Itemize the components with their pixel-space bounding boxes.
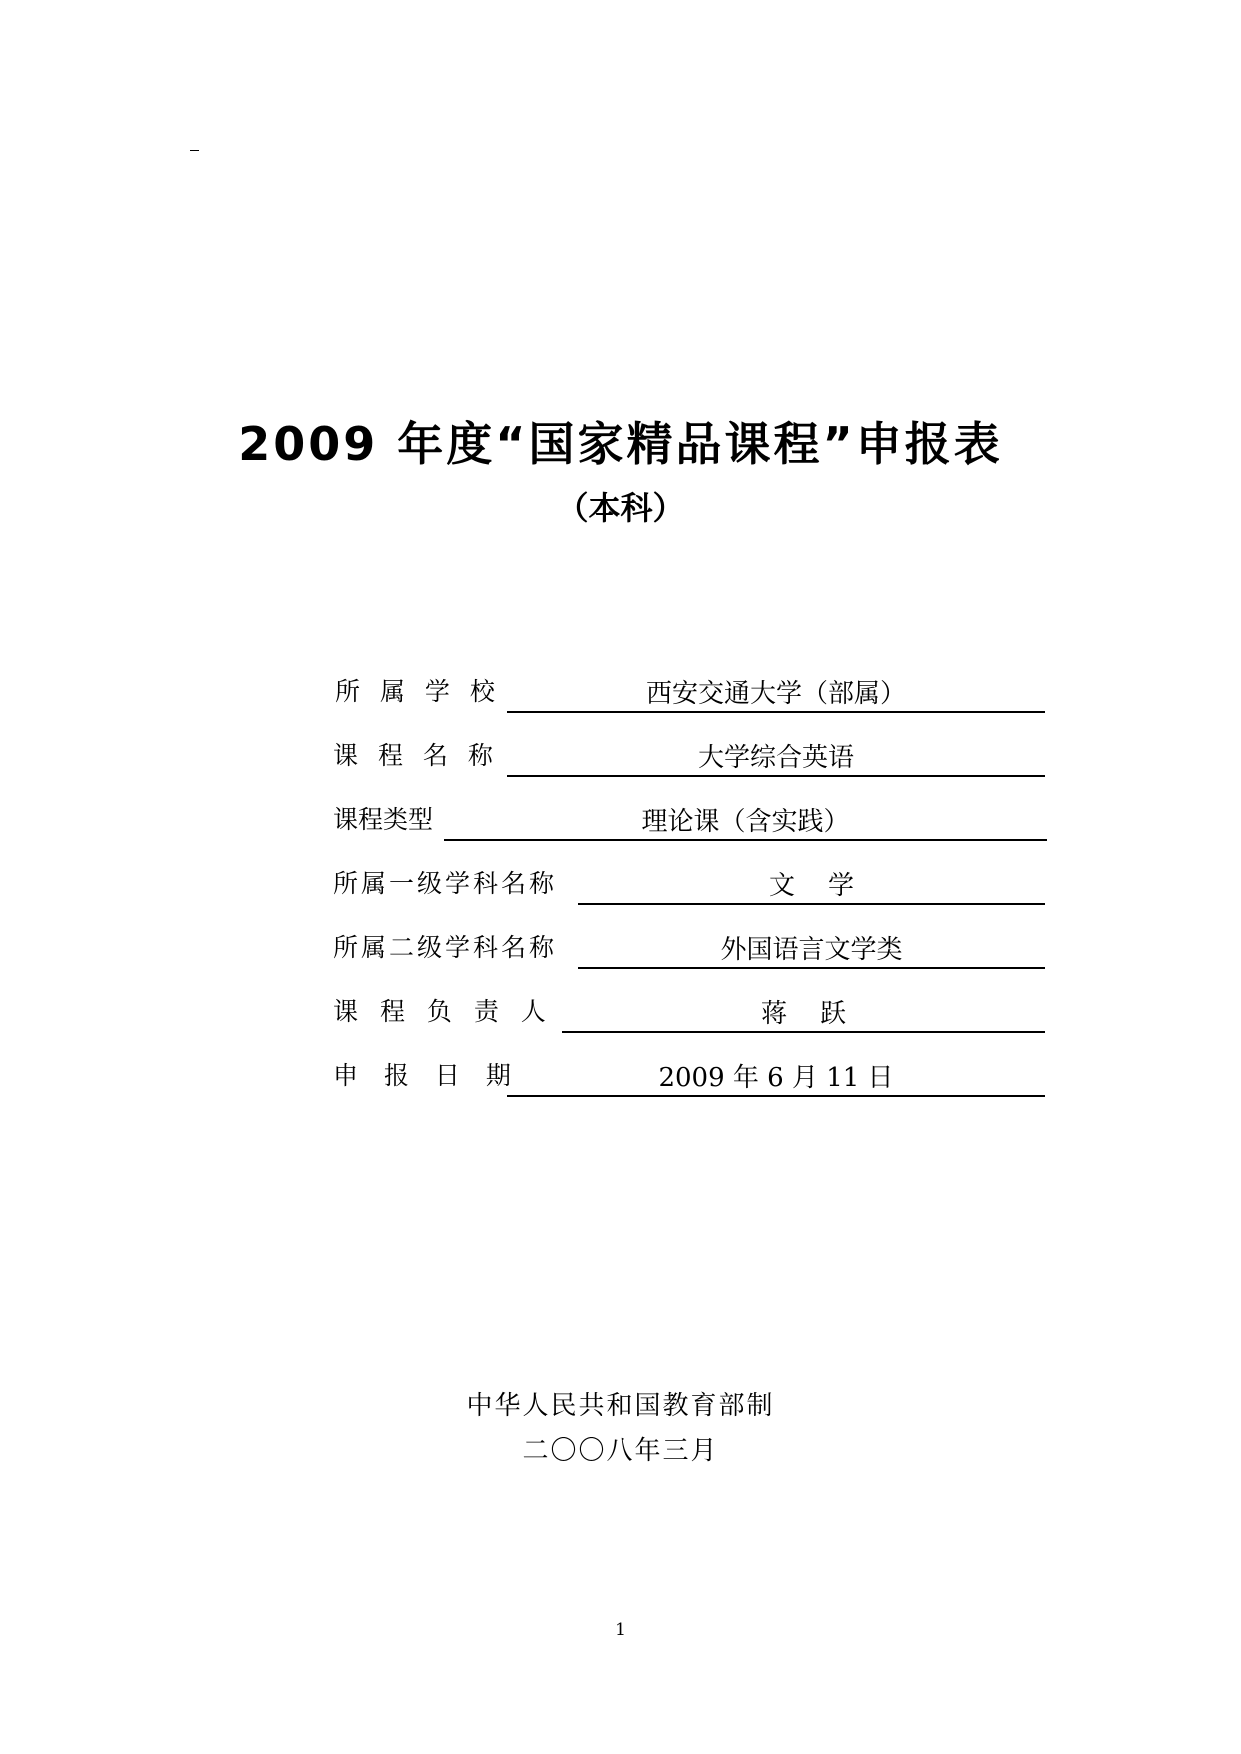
field-value: 2009 年 6 月 11 日	[507, 1061, 1045, 1097]
field-label: 课 程 名 称	[333, 741, 499, 770]
document-title: 2009 年度“国家精品课程”申报表	[238, 417, 1003, 471]
page-number: 1	[615, 1620, 626, 1640]
field-row-apply-date	[333, 1058, 1045, 1098]
field-label: 所 属 学 校	[335, 677, 501, 706]
field-label: 课程类型	[333, 805, 434, 834]
field-value: 文 学	[578, 869, 1045, 905]
field-value: 西安交通大学（部属）	[507, 677, 1045, 713]
footer-issuer: 中华人民共和国教育部制	[466, 1391, 775, 1421]
field-row-primary-discipline	[333, 866, 1045, 906]
document-subtitle: （本科）	[556, 489, 685, 527]
footer-date: 二〇〇八年三月	[522, 1436, 719, 1466]
field-label: 课 程 负 责 人	[333, 997, 553, 1026]
field-label: 所属一级学科名称	[333, 869, 558, 898]
field-row-course-name	[333, 738, 1045, 778]
field-value: 理论课（含实践）	[444, 805, 1047, 841]
field-value: 蒋 跃	[562, 997, 1045, 1033]
field-row-secondary-discipline	[333, 930, 1045, 970]
field-value: 大学综合英语	[507, 741, 1045, 777]
field-value: 外国语言文学类	[578, 933, 1045, 969]
field-row-course-lead	[333, 994, 1045, 1034]
field-label: 申 报 日 期	[333, 1061, 520, 1090]
field-row-school	[335, 674, 1045, 714]
field-label: 所属二级学科名称	[333, 933, 558, 962]
corner-mark	[190, 150, 199, 151]
field-row-course-type	[333, 802, 1047, 842]
